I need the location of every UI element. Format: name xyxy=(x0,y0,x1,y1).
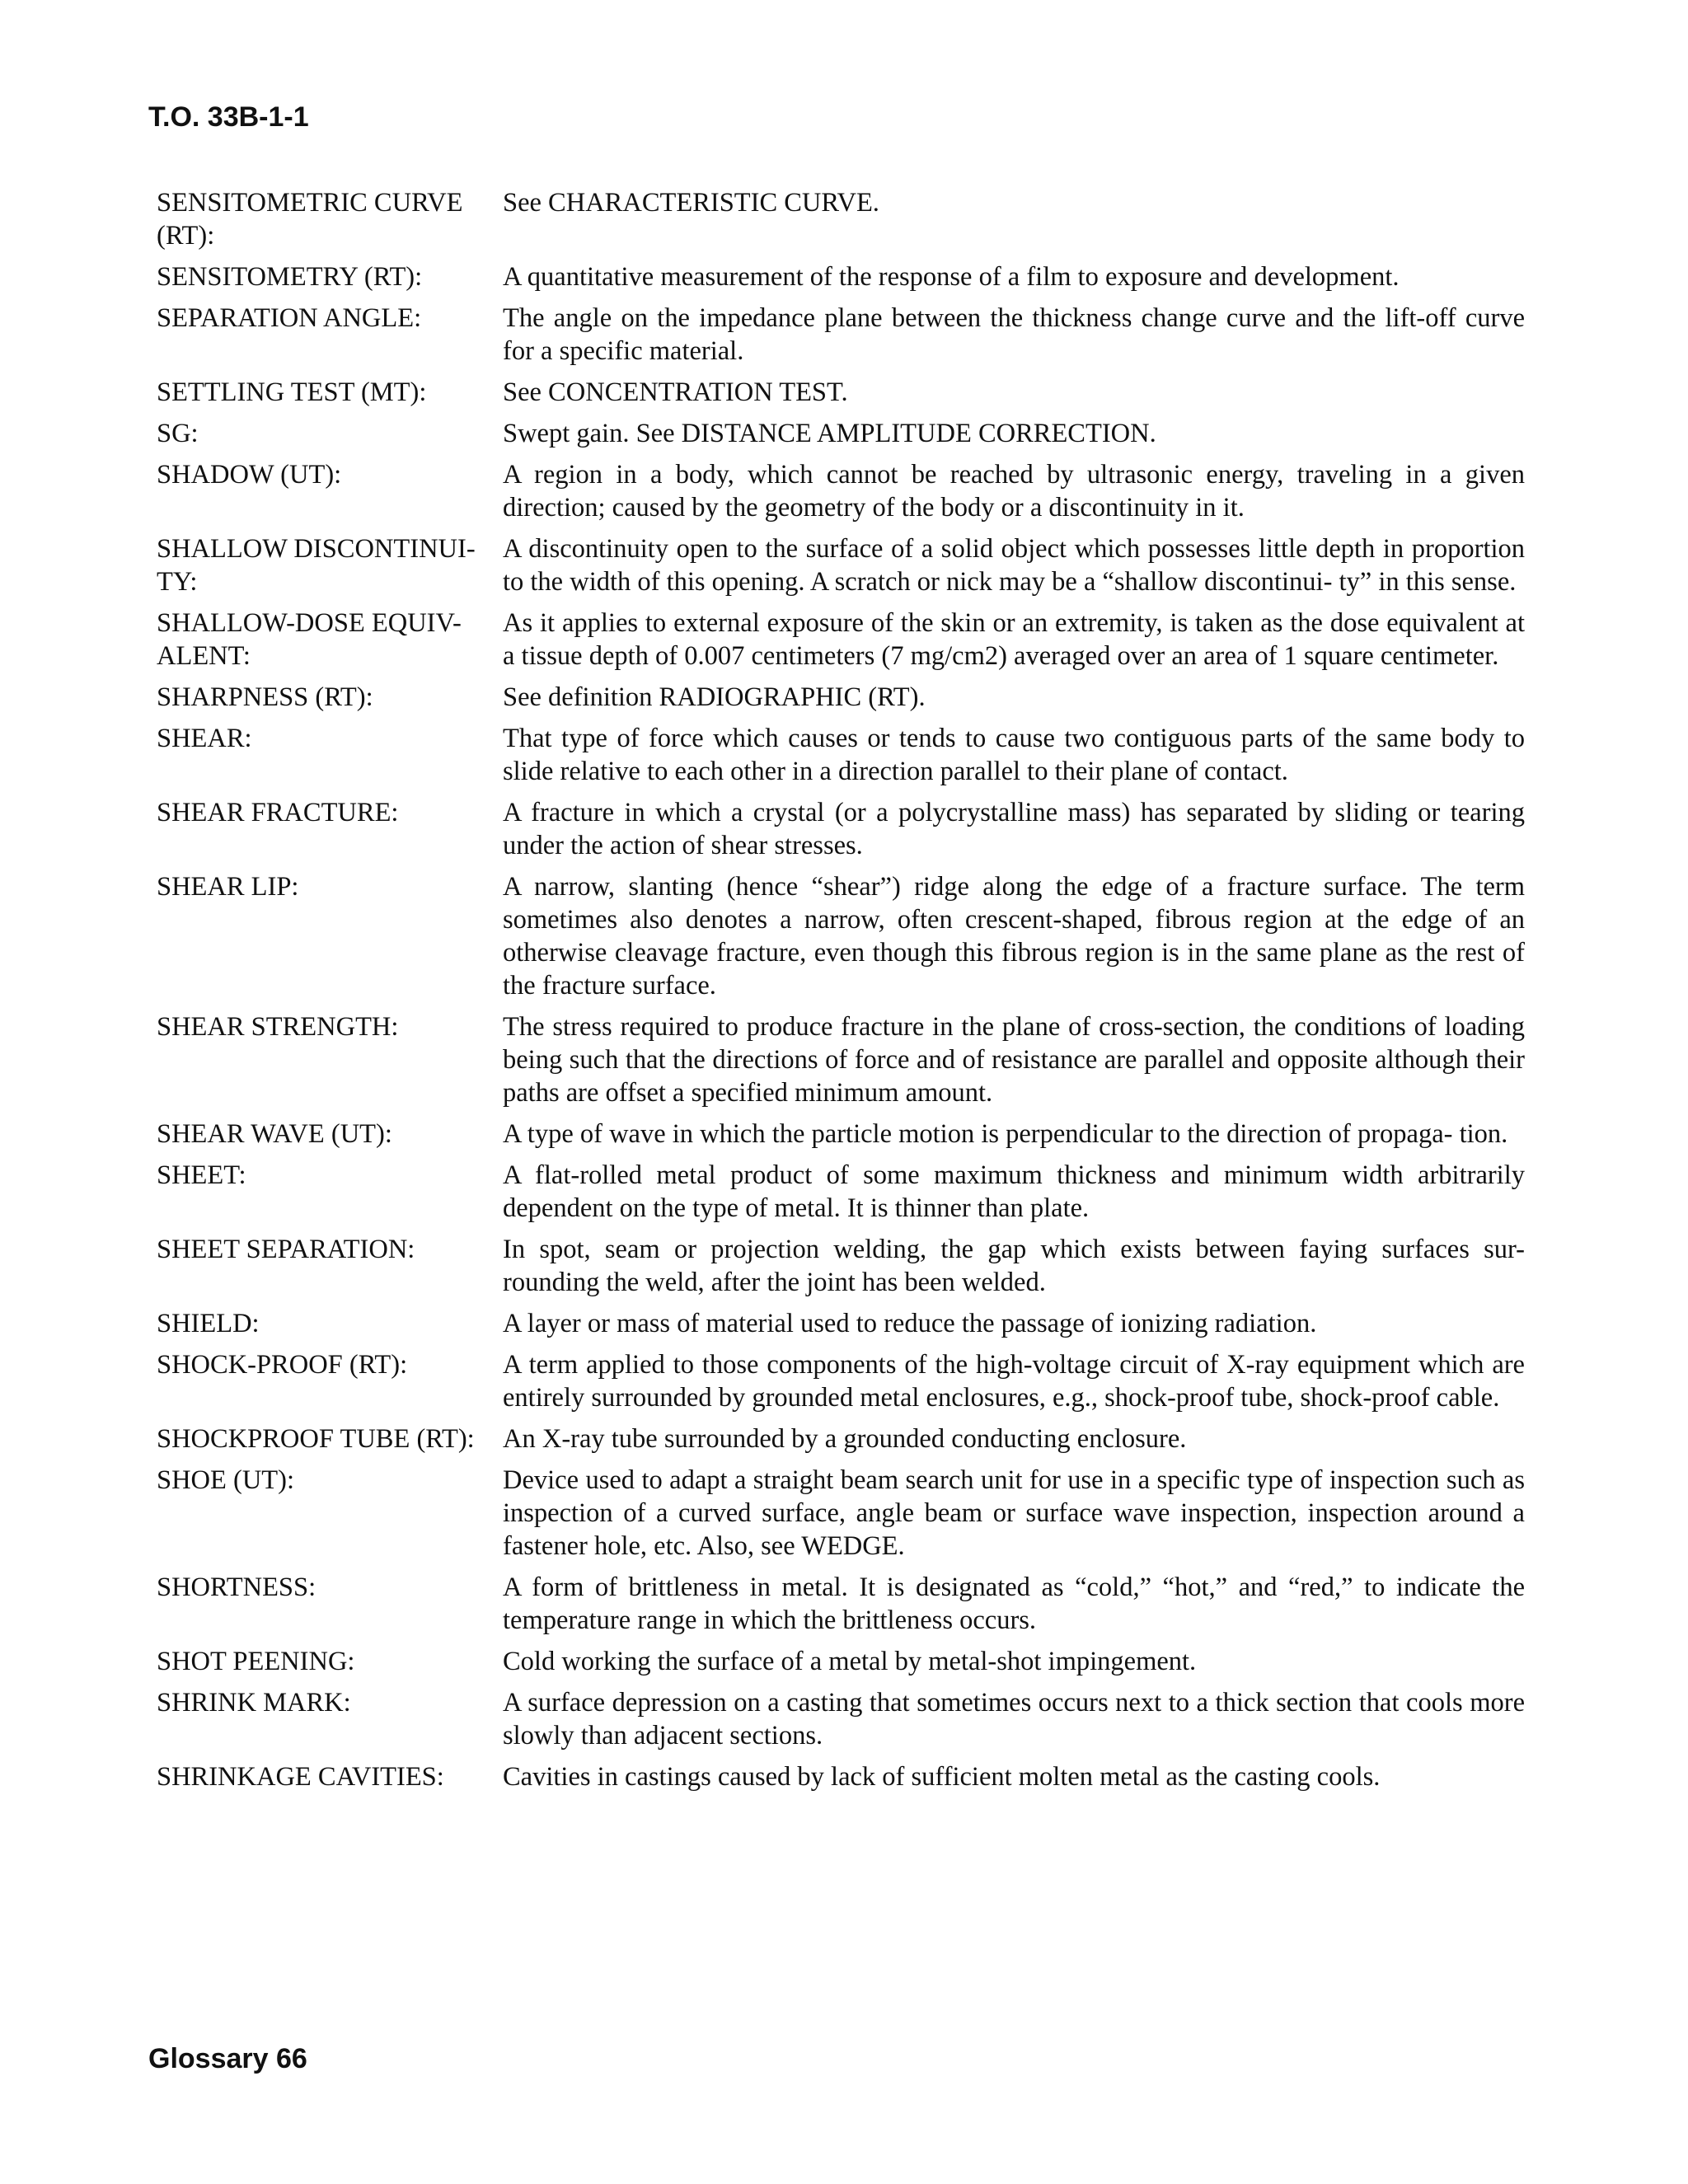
glossary-definition: Device used to adapt a straight beam search unit for use in a specific type of inspection such as inspection of a curved surface, angle beam or surface wave inspection, inspection around a fastener hole, etc. Also, see WEDGE. xyxy=(503,1465,1525,1561)
glossary-entry xyxy=(157,376,1525,409)
glossary-term: SHIELD: xyxy=(157,1309,260,1338)
glossary-definition: A type of wave in which the particle motion is perpendicular to the direction of propaga- tion. xyxy=(503,1119,1508,1149)
glossary-term: SHALLOW-DOSE EQUIV- ALENT: xyxy=(157,608,462,671)
glossary-term: SHOCK-PROOF (RT): xyxy=(157,1350,408,1380)
glossary-entry xyxy=(157,302,1525,368)
glossary-term: SHARPNESS (RT): xyxy=(157,682,373,712)
glossary-entry xyxy=(157,1760,1525,1793)
glossary-term: SHEAR LIP: xyxy=(157,872,299,902)
glossary-definition: Swept gain. See DISTANCE AMPLITUDE CORRECTION. xyxy=(503,419,1156,448)
glossary-definition: See CONCENTRATION TEST. xyxy=(503,377,848,407)
glossary-definition: A region in a body, which cannot be reached by ultrasonic energy, traveling in a given direction; caused by the geometry of the body or a discontinuity in it. xyxy=(503,460,1525,523)
glossary-entry xyxy=(157,1422,1525,1455)
glossary-term: SHEET SEPARATION: xyxy=(157,1235,415,1264)
glossary-entry xyxy=(157,260,1525,293)
glossary-entry xyxy=(157,186,1525,252)
glossary-definition: As it applies to external exposure of the skin or an extremity, is taken as the dose equivalent at a tissue depth of 0.007 centimeters (7 mg/cm2) averaged over an area of 1 square centimeter. xyxy=(503,608,1525,671)
glossary-definition: See CHARACTERISTIC CURVE. xyxy=(503,188,879,218)
glossary-entry xyxy=(157,1348,1525,1414)
glossary-term: SHEET: xyxy=(157,1160,246,1190)
glossary-definition: A discontinuity open to the surface of a solid object which possesses little depth in proportion to the width of this opening. A scratch or nick may be a “shallow discontinui- ty” in this sense. xyxy=(503,534,1525,597)
glossary-term: SHOT PEENING: xyxy=(157,1647,355,1676)
glossary-entry xyxy=(157,532,1525,598)
glossary-entry xyxy=(157,1686,1525,1752)
glossary-entry xyxy=(157,417,1525,450)
glossary-term: SHALLOW DISCONTINUI- TY: xyxy=(157,534,476,597)
glossary-definition: The stress required to produce fracture in the plane of cross-section, the conditions of loading being such that the directions of force and of resistance are parallel and opposite although their paths are offset a specified minimum amount. xyxy=(503,1012,1525,1108)
glossary-entry xyxy=(157,870,1525,1002)
glossary-definition: A quantitative measurement of the response of a film to exposure and development. xyxy=(503,262,1400,292)
glossary-definition: Cold working the surface of a metal by metal-shot impingement. xyxy=(503,1647,1197,1676)
glossary-entry xyxy=(157,458,1525,524)
glossary-definition: A term applied to those components of the high-voltage circuit of X-ray equipment which are entirely surrounded by grounded metal enclosures, e.g., shock-proof tube, shock-proof cable. xyxy=(503,1350,1525,1413)
glossary-term: SEPARATION ANGLE: xyxy=(157,303,422,333)
glossary-definition: The angle on the impedance plane between the thickness change curve and the lift-off curve for a specific material. xyxy=(503,303,1525,366)
glossary-entry xyxy=(157,796,1525,862)
glossary-entry xyxy=(157,1118,1525,1151)
glossary-definition: A surface depression on a casting that sometimes occurs next to a thick section that cools more slowly than adjacent sections. xyxy=(503,1688,1525,1750)
glossary-definition: A flat-rolled metal product of some maximum thickness and minimum width arbitrarily dependent on the type of metal. It is thinner than plate. xyxy=(503,1160,1525,1223)
glossary-definition: A narrow, slanting (hence “shear”) ridge along the edge of a fracture surface. The term sometimes also denotes a narrow, often crescent-shaped, fibrous region at the edge of an otherwise cleavage fracture, even though this fibrous region is in the same plane as the rest of the fracture surface. xyxy=(503,872,1525,1001)
glossary-definition: In spot, seam or projection welding, the gap which exists between faying surfaces sur- rounding the weld, after the joint has been welded. xyxy=(503,1235,1525,1297)
glossary-term: SHORTNESS: xyxy=(157,1572,316,1602)
glossary-term: SHADOW (UT): xyxy=(157,460,342,490)
glossary-term: SHOCKPROOF TUBE (RT): xyxy=(157,1424,475,1454)
glossary-definition: A fracture in which a crystal (or a polycrystalline mass) has separated by sliding or tearing under the action of shear stresses. xyxy=(503,798,1525,860)
glossary-entry xyxy=(157,607,1525,673)
glossary-entry xyxy=(157,1233,1525,1299)
glossary-entry xyxy=(157,1645,1525,1678)
glossary-entry xyxy=(157,722,1525,788)
glossary-list xyxy=(157,186,1525,1802)
glossary-term: SENSITOMETRY (RT): xyxy=(157,262,423,292)
page-number-footer: Glossary 66 xyxy=(148,2043,307,2074)
glossary-definition: Cavities in castings caused by lack of sufficient molten metal as the casting cools. xyxy=(503,1762,1381,1792)
glossary-definition: See definition RADIOGRAPHIC (RT). xyxy=(503,682,926,712)
document-id-header: T.O. 33B-1-1 xyxy=(148,101,309,133)
glossary-term: SHRINKAGE CAVITIES: xyxy=(157,1762,444,1792)
glossary-definition: An X-ray tube surrounded by a grounded conducting enclosure. xyxy=(503,1424,1187,1454)
glossary-entry xyxy=(157,1571,1525,1637)
glossary-term: SG: xyxy=(157,419,199,448)
glossary-definition: A layer or mass of material used to reduce the passage of ionizing radiation. xyxy=(503,1309,1317,1338)
glossary-term: SHRINK MARK: xyxy=(157,1688,351,1718)
glossary-entry xyxy=(157,1159,1525,1225)
glossary-term: SHEAR STRENGTH: xyxy=(157,1012,399,1042)
glossary-entry xyxy=(157,681,1525,714)
glossary-entry xyxy=(157,1307,1525,1340)
glossary-term: SHEAR: xyxy=(157,724,252,753)
glossary-term: SHEAR FRACTURE: xyxy=(157,798,399,827)
glossary-term: SHEAR WAVE (UT): xyxy=(157,1119,392,1149)
glossary-term: SETTLING TEST (MT): xyxy=(157,377,427,407)
glossary-entry xyxy=(157,1464,1525,1563)
glossary-definition: A form of brittleness in metal. It is designated as “cold,” “hot,” and “red,” to indicate the temperature range in which the brittleness occurs. xyxy=(503,1572,1525,1635)
glossary-definition: That type of force which causes or tends to cause two contiguous parts of the same body to slide relative to each other in a direction parallel to their plane of contact. xyxy=(503,724,1525,786)
glossary-term: SENSITOMETRIC CURVE (RT): xyxy=(157,188,463,251)
glossary-entry xyxy=(157,1010,1525,1109)
glossary-term: SHOE (UT): xyxy=(157,1465,294,1495)
